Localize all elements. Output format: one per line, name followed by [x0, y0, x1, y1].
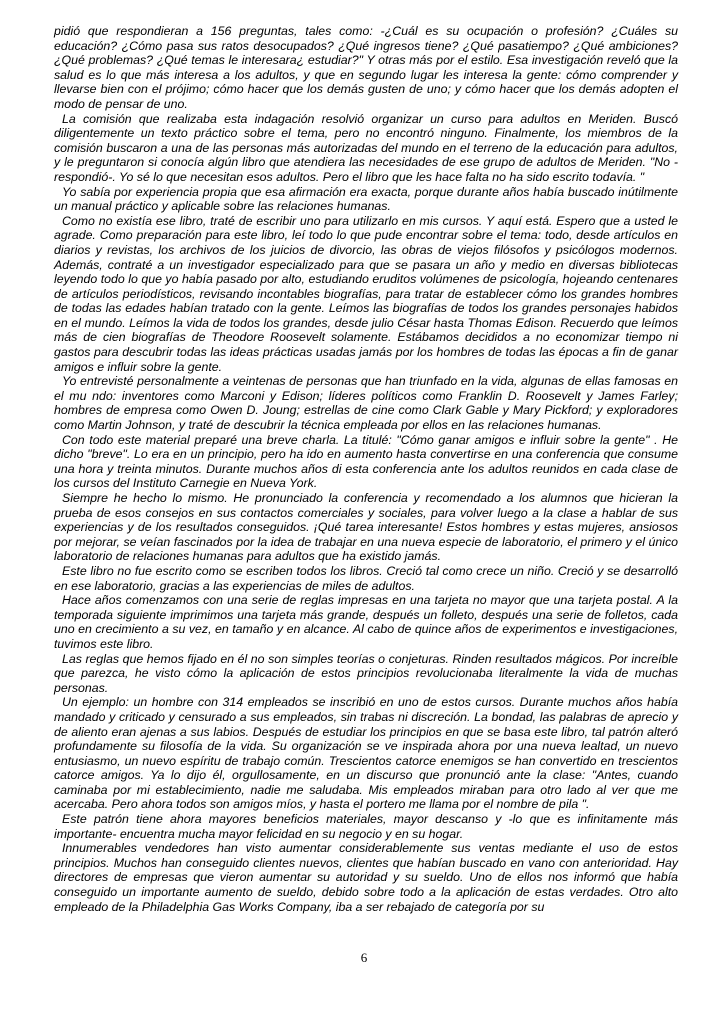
paragraph-13: Innumerables vendedores han visto aumentar considerablemente sus ventas mediante el uso de estos principios. Muchos han conseguido clientes nuevos, clientes que habían buscado en vano con anterioridad. Hay directores de empresas que vieron aumentar su autoridad y su sueldo. Uno de ellos nos informó que había conseguido un importante aumento de sueldo, debido sobre todo a la aplicación de estas verdades. Otro alto empleado de la Philadelphia Gas Works Company, iba a ser rebajado de categoría por su: [54, 841, 678, 914]
paragraph-2: La comisión que realizaba esta indagación resolvió organizar un curso para adultos en Meriden. Buscó diligentemente un texto práctico sobre el tema, pero no encontró ninguno. Finalmente, los miembros de la comisión buscaron a una de las personas más autorizadas del mundo en el terreno de la educación para adultos, y le preguntaron si conocía algún libro que atendiera las necesidades de ese grupo de adultos de Meriden. "No -respondió-. Yo sé lo que necesitan esos adultos. Pero el libro que les hace falta no ha sido escrito todavía. ": [54, 111, 678, 184]
paragraph-3: Yo sabía por experiencia propia que esa afirmación era exacta, porque durante años había buscado inútilmente un manual práctico y aplicable sobre las relaciones humanas.: [54, 184, 678, 214]
paragraph-1: pidió que respondieran a 156 preguntas, tales como: -¿Cuál es su ocupación o profesión? ¿Cuáles su educación? ¿Cómo pasa sus ratos desocupados? ¿Qué ingresos tiene? ¿Qué pasatiempo? ¿Qué ambiciones? ¿Qué problemas? ¿Qué temas le interesara¿ estudiar?" Y otras más por el estilo. Esa investigación reveló que la salud es lo que más interesa a los adultos, y que en segundo lugar les interesa la gente: cómo comprender y llevarse bien con el prójimo; cómo hacer que los demás gusten de uno; y cómo hacer que los demás adopten el modo de pensar de uno.: [54, 24, 678, 111]
paragraph-10: Las reglas que hemos fijado en él no son simples teorías o conjeturas. Rinden resultados mágicos. Por increíble que parezca, he visto cómo la aplicación de estos principios revolucionaba literalmente la vida de muchas personas.: [54, 651, 678, 695]
paragraph-12: Este patrón tiene ahora mayores beneficios materiales, mayor descanso y -lo que es infinitamente más importante- encuentra mucha mayor felicidad en su negocio y en su hogar.: [54, 812, 678, 841]
page-number: 6: [360, 950, 368, 965]
paragraph-5: Yo entrevisté personalmente a veintenas de personas que han triunfado en la vida, algunas de ellas famosas en el mu ndo: inventores como Marconi y Edison; líderes políticos como Franklin D. Roosevelt y James Farley; hombres de empresa como Owen D. Joung; estrellas de cine como Clark Gable y Mary Pickford; y exploradores como Martin Johnson, y traté de descubrir la técnica empleada por ellos en las relaciones humanas.: [54, 374, 678, 433]
paragraph-9: Hace años comenzamos con una serie de reglas impresas en una tarjeta no mayor que una tarjeta postal. A la temporada siguiente imprimimos una tarjeta más grande, después un folleto, después una serie de folletos, cada uno en crecimiento a su vez, en tamaño y en alcance. Al cabo de quince años de experimentos e investigaciones, tuvimos este libro.: [54, 593, 678, 651]
paragraph-7: Siempre he hecho lo mismo. He pronunciado la conferencia y recomendado a los alumnos que hicieran la prueba de esos consejos en sus contactos comerciales y sociales, para volver luego a la clase a hablar de sus experiencias y de los resultados conseguidos. ¡Qué tarea interesante! Estos hombres y estas mujeres, ansiosos por mejorar, se veían fascinados por la idea de trabajar en una nueva especie de laboratorio, el primero y el único laboratorio de relaciones humanas para adultos que ha existido jamás.: [54, 491, 678, 564]
paragraph-4: Como no existía ese libro, traté de escribir uno para utilizarlo en mis cursos. Y aquí está. Espero que a usted le agrade. Como preparación para este libro, leí todo lo que pude encontrar sobre el tema: todo, desde artículos en diarios y revistas, los archivos de los juicios de divorcio, las obras de viejos filósofos y psicólogos modernos. Además, contraté a un investigador especializado para que se pasara un año y medio en diversas bibliotecas leyendo todo lo que yo había pasado por alto, estudiando eruditos volúmenes de psicología, hojeando centenares de artículos periodísticos, revisando incontables biografías, para tratar de establecer cómo los grandes hombres de todas las edades habían tratado con la gente. Leímos las biografías de todos los grandes personajes habidos en el mundo. Leímos la vida de todos los grandes, desde julio César hasta Thomas Edison. Recuerdo que leímos más de cien biografías de Theodore Roosevelt solamente. Estábamos decididos a no economizar tiempo ni gastos para descubrir todas las ideas prácticas usadas jamás por los hombres de todas las épocas a fin de ganar amigos e influir sobre la gente.: [54, 213, 678, 374]
paragraph-11: Un ejemplo: un hombre con 314 empleados se inscribió en uno de estos cursos. Durante muchos años había mandado y criticado y censurado a sus empleados, sin trabas ni discreción. La bondad, las palabras de aprecio y de aliento eran ajenas a sus labios. Después de estudiar los principios en que se basa este libro, tal patrón alteró profundamente su filosofía de la vida. Su organización se ve inspirada ahora por una nueva lealtad, un nuevo entusiasmo, un nuevo espíritu de trabajo común. Trescientos catorce enemigos se han convertido en trescientos catorce amigos. Ya lo dijo él, orgullosamente, en un discurso que pronunció ante la clase: "Antes, cuando caminaba por mi establecimiento, nadie me saludaba. Mis empleados miraban para otro lado al ver que me acercaba. Pero ahora todos son amigos míos, y hasta el portero me llama por el nombre de pila ".: [54, 695, 678, 812]
paragraph-6: Con todo este material preparé una breve charla. La titulé: "Cómo ganar amigos e influir sobre la gente" . He dicho "breve". Lo era en un principio, pero ha ido en aumento hasta convertirse en una conferencia que consume una hora y treinta minutos. Durante muchos años di esta conferencia ante los adultos reunidos en cada clase de los cursos del Instituto Carnegie en Nueva York.: [54, 432, 678, 491]
paragraph-8: Este libro no fue escrito como se escriben todos los libros. Creció tal como crece un niño. Creció y se desarrolló en ese laboratorio, gracias a las experiencias de miles de adultos.: [54, 563, 678, 593]
page-body: [54, 24, 678, 914]
